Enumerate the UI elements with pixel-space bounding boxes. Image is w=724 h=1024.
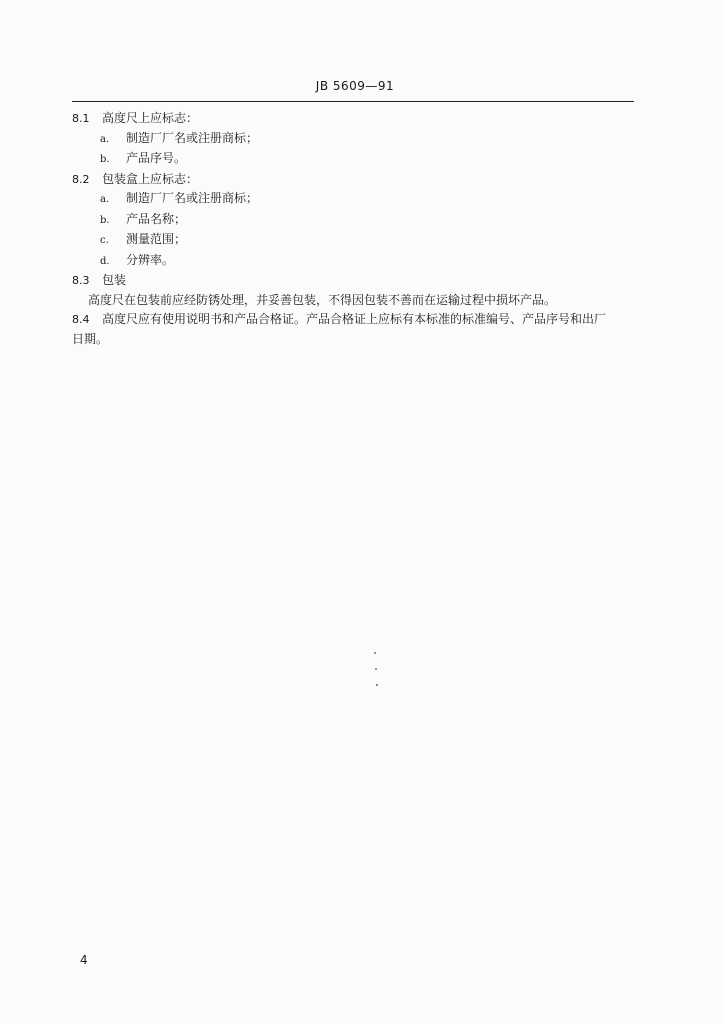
section-number: 8.1	[72, 112, 90, 125]
list-text: 产品名称；	[126, 211, 187, 226]
list-item	[72, 230, 637, 251]
list-letter: b.	[100, 214, 110, 226]
scan-speck	[374, 652, 376, 654]
list-letter: a.	[100, 133, 110, 145]
section-title: 包装	[102, 273, 127, 287]
section-8-4-paragraph-line1	[72, 310, 637, 330]
list-item	[72, 251, 637, 272]
list-letter: c.	[100, 235, 109, 246]
list-text: 测量范围；	[126, 232, 187, 246]
section-8-3-paragraph: 高度尺在包装前应经防锈处理，并妥善包装，不得因包装不善而在运输过程中损坏产品。	[88, 292, 557, 307]
section-number: 8.3	[72, 274, 90, 287]
list-item	[72, 149, 637, 170]
scan-speck	[375, 668, 377, 670]
section-8-3-heading	[72, 271, 637, 291]
list-item	[72, 210, 637, 231]
section-8-2-heading	[72, 170, 637, 190]
section-title: 高度尺上应标志：	[102, 111, 199, 125]
section-title: 包装盒上应标志：	[102, 171, 199, 186]
section-number: 8.2	[72, 172, 90, 186]
list-text: 分辨率。	[126, 252, 175, 267]
list-letter: a.	[100, 194, 110, 205]
standard-code-header: JB 5609—91	[315, 79, 395, 93]
list-letter: b.	[100, 154, 110, 165]
section-text: 高度尺应有使用说明书和产品合格证。产品合格证上应标有本标准的标准编号、产品序号和出厂	[102, 312, 607, 326]
list-text: 制造厂厂名或注册商标；	[126, 130, 259, 145]
document-body	[72, 109, 637, 349]
section-8-4-paragraph-line2: 日期。	[72, 331, 109, 346]
page-number: 4	[80, 953, 88, 967]
section-8-1-heading	[72, 109, 637, 129]
list-text: 制造厂厂名或注册商标；	[126, 191, 259, 205]
list-item	[72, 189, 637, 210]
list-item	[72, 129, 637, 150]
scan-speck	[376, 684, 378, 686]
header-rule	[72, 101, 634, 102]
section-number: 8.4	[72, 313, 90, 326]
list-letter: d.	[100, 255, 110, 267]
list-text: 产品序号。	[126, 151, 187, 165]
